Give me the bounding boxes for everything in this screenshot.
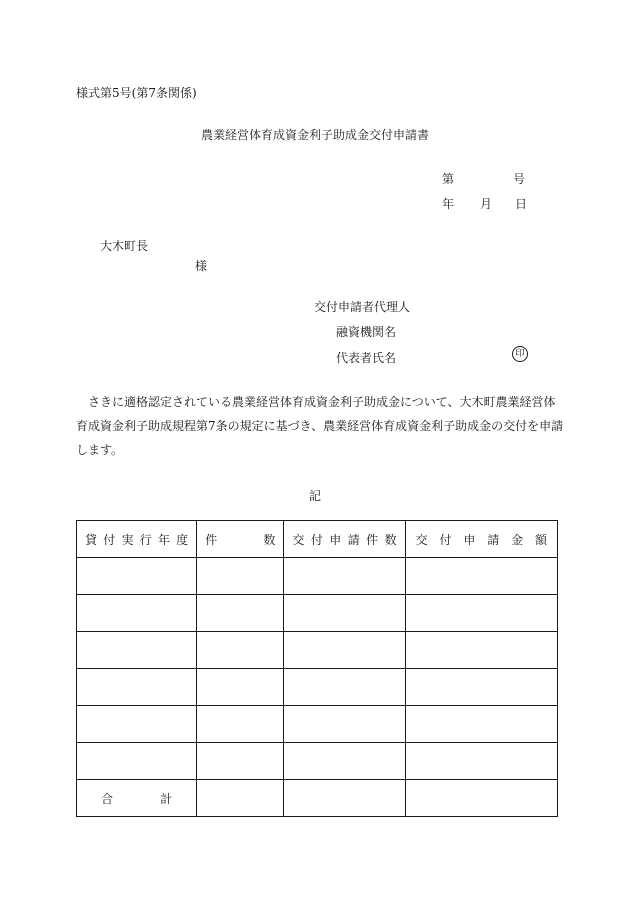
header-char: 申 — [329, 532, 342, 547]
table-row — [77, 669, 558, 706]
header-application-count — [284, 521, 405, 558]
table-row — [77, 743, 558, 780]
table-cell[interactable] — [77, 669, 197, 706]
total-application-count-cell[interactable] — [284, 780, 405, 817]
date-month-label: 月 — [480, 197, 493, 211]
form-number: 様式第5号(第7条関係) — [76, 86, 197, 100]
table-cell[interactable] — [197, 743, 284, 780]
table-total-row — [77, 780, 558, 817]
header-char: 行 — [139, 532, 152, 547]
table-cell[interactable] — [405, 743, 557, 780]
table-cell[interactable] — [284, 595, 405, 632]
reference-number-label: 第 — [442, 172, 455, 186]
table-row — [77, 595, 558, 632]
header-char: 交 — [415, 532, 428, 547]
header-char: 付 — [103, 532, 116, 547]
table-cell[interactable] — [284, 669, 405, 706]
table-cell[interactable] — [405, 632, 557, 669]
table-cell[interactable] — [197, 706, 284, 743]
body-line-2: 育成資金利子助成規程第7条の規定に基づき、農業経営体育成資金利子助成金の交付を申請 — [76, 419, 564, 433]
table-cell[interactable] — [197, 669, 284, 706]
grant-application-table — [76, 520, 558, 817]
header-application-amount — [405, 521, 557, 558]
table-cell[interactable] — [77, 595, 197, 632]
total-count-cell[interactable] — [197, 780, 284, 817]
table-cell[interactable] — [284, 632, 405, 669]
table-cell[interactable] — [77, 632, 197, 669]
application-body-text — [76, 390, 564, 462]
applicant-role: 交付申請者代理人 — [314, 300, 411, 314]
header-char: 実 — [121, 532, 134, 547]
table-row — [77, 706, 558, 743]
seal-mark: 印 — [512, 346, 528, 362]
table-cell[interactable] — [77, 706, 197, 743]
table-cell[interactable] — [405, 558, 557, 595]
total-amount-cell[interactable] — [405, 780, 557, 817]
date-year-label: 年 — [442, 197, 455, 211]
document-title: 農業経営体育成資金利子助成金交付申請書 — [200, 128, 429, 142]
header-char: 件 — [366, 532, 379, 547]
table-cell[interactable] — [284, 558, 405, 595]
table-cell[interactable] — [197, 632, 284, 669]
table-cell[interactable] — [77, 558, 197, 595]
table-cell[interactable] — [405, 706, 557, 743]
body-line-1: さきに適格認定されている農業経営体育成資金利子助成金について、大木町農業経営体 — [88, 395, 556, 409]
institution-name-label: 融資機関名 — [336, 325, 397, 339]
table-cell[interactable] — [197, 558, 284, 595]
reference-number-suffix: 号 — [513, 172, 526, 186]
total-label-cell — [77, 780, 197, 817]
table-cell[interactable] — [284, 743, 405, 780]
date-day-label: 日 — [515, 197, 528, 211]
table-cell[interactable] — [405, 595, 557, 632]
header-char: 付 — [439, 532, 452, 547]
body-line-3: します。 — [76, 443, 124, 457]
header-char: 請 — [487, 532, 500, 547]
header-char: 金 — [511, 532, 524, 547]
header-loan-year — [77, 521, 197, 558]
header-char: 貸 — [85, 532, 98, 547]
addressee-name: 大木町長 — [100, 239, 149, 253]
table-row — [77, 558, 558, 595]
representative-name-label: 代表者氏名 — [336, 351, 397, 365]
header-char: 数 — [263, 532, 276, 547]
header-char: 申 — [463, 532, 476, 547]
header-char: 付 — [310, 532, 323, 547]
table-row — [77, 632, 558, 669]
header-char: 度 — [176, 532, 189, 547]
header-char: 数 — [384, 532, 397, 547]
table-cell[interactable] — [197, 595, 284, 632]
table-header-row — [77, 521, 558, 558]
header-char: 計 — [160, 791, 173, 806]
table-cell[interactable] — [405, 669, 557, 706]
header-char: 交 — [292, 532, 305, 547]
table-cell[interactable] — [284, 706, 405, 743]
table-cell[interactable] — [77, 743, 197, 780]
header-char: 合 — [101, 791, 114, 806]
header-char: 件 — [205, 532, 218, 547]
header-char: 年 — [157, 532, 170, 547]
ki-heading: 記 — [308, 489, 321, 503]
header-count — [197, 521, 284, 558]
header-char: 請 — [347, 532, 360, 547]
addressee-honorific: 様 — [195, 259, 208, 273]
header-char: 額 — [534, 532, 547, 547]
